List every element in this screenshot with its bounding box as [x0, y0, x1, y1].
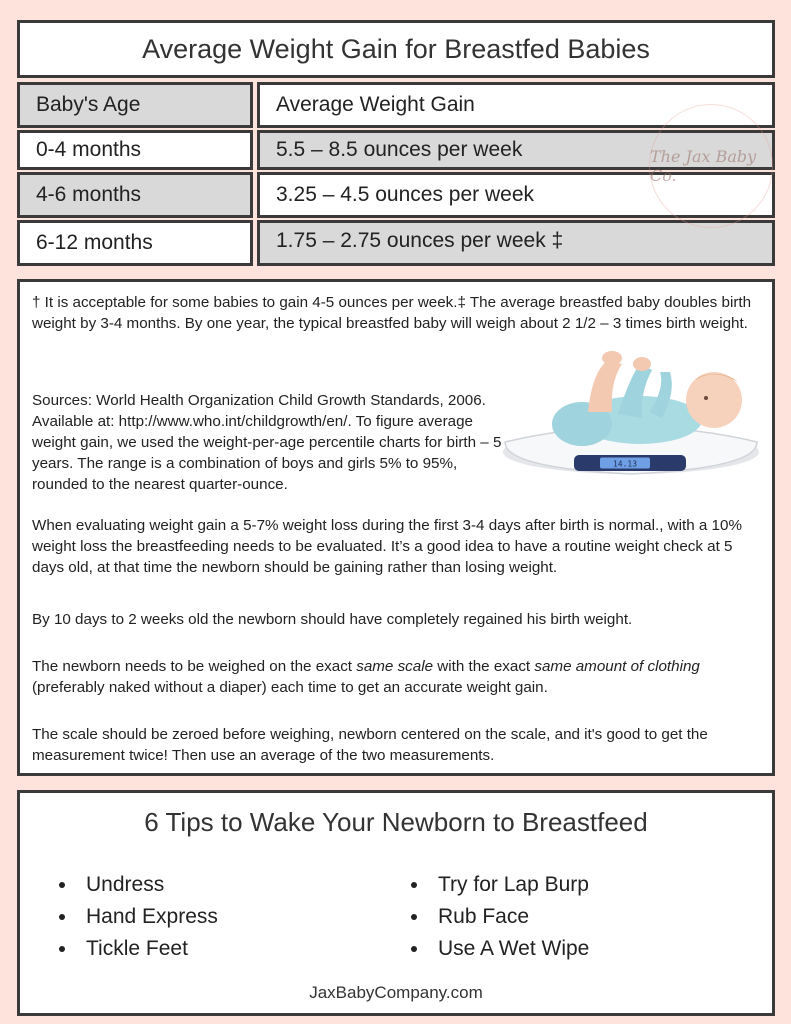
sources-paragraph: Sources: World Health Organization Child Growth Standards, 2006. Available at: http://www.who.int/childgrowth/en/. To figure average weight gain, we used the weight-per-age percentile charts for birth – 5 years. The range is a combination of boys and girls 5% to 95%, rounded to the nearest quarter-ounce.: [32, 392, 502, 493]
weighing-emphasis-same-scale: same scale: [356, 658, 434, 675]
tip-item: • Hand Express: [78, 901, 218, 933]
tip-item: • Rub Face: [430, 901, 589, 933]
tip-item: • Undress: [78, 869, 218, 901]
tips-title: 6 Tips to Wake Your Newborn to Breastfeed: [144, 807, 648, 837]
row-1-gain: 5.5 – 8.5 ounces per week: [257, 130, 775, 170]
weight-gain-table: [17, 20, 775, 266]
scale-display-readout: 14.13: [612, 459, 638, 469]
evaluating-paragraph: When evaluating weight gain a 5-7% weight loss during the first 3-4 days after birth is normal., with a 10% weight loss the breastfeeding needs to be evaluated. It’s a good idea to have a routine weight check at 5 days old, at that time the newborn should be gaining rather than losing weight.: [32, 517, 742, 576]
row-1-age: 0-4 months: [17, 130, 253, 170]
watermark-text: The Jax Baby Co.: [650, 147, 757, 185]
tips-list-left: [54, 869, 218, 965]
weighing-text-2: with the exact: [433, 658, 535, 675]
footnote-paragraph: † It is acceptable for some babies to gain 4-5 ounces per week.‡ The average breastfed baby doubles birth weight by 3-4 months. By one year, the typical breastfed baby will weigh about 2 1/2 – 3 times birth weight.: [32, 294, 752, 332]
website-footer: JaxBabyCompany.com: [309, 983, 483, 1002]
info-section: [17, 279, 775, 776]
row-2-gain: 3.25 – 4.5 ounces per week: [257, 172, 775, 218]
baby-on-scale-illustration: [500, 342, 762, 477]
tip-item: • Use A Wet Wipe: [430, 933, 589, 965]
regained-paragraph: By 10 days to 2 weeks old the newborn should have completely regained his birth weight.: [32, 611, 633, 628]
weighing-text-3: (preferably naked without a diaper) each time to get an accurate weight gain.: [32, 679, 548, 696]
table-title: Average Weight Gain for Breastfed Babies: [17, 20, 775, 78]
tips-section: [17, 790, 775, 1016]
weighing-paragraph: [32, 656, 760, 698]
row-3-age: 6-12 months: [17, 220, 253, 266]
tips-list-right: [406, 869, 589, 965]
row-3-gain: 1.75 – 2.75 ounces per week ‡: [257, 220, 775, 266]
zeroed-paragraph: The scale should be zeroed before weighing, newborn centered on the scale, and it's good to get the measurement twice! Then use an average of the two measurements.: [32, 726, 708, 764]
weighing-text-1: The newborn needs to be weighed on the exact: [32, 658, 357, 675]
weighing-emphasis-same-clothing: same amount of clothing: [534, 658, 700, 675]
row-2-age: 4-6 months: [17, 172, 253, 218]
tip-item: • Tickle Feet: [78, 933, 218, 965]
header-average-weight-gain: Average Weight Gain: [257, 82, 775, 128]
header-babys-age: Baby's Age: [17, 82, 253, 128]
tip-item: • Try for Lap Burp: [430, 869, 589, 901]
